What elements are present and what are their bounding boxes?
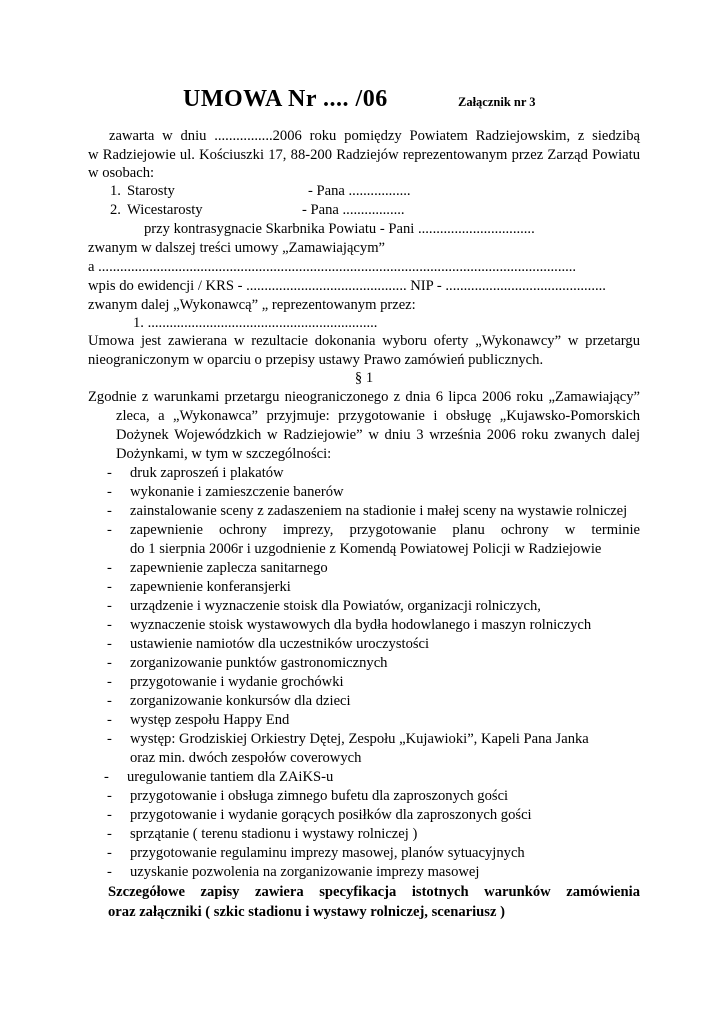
list-dash: -	[107, 503, 112, 519]
person-2-number: 2.	[110, 202, 121, 218]
section-line-1: Zgodnie z warunkami przetargu nieograniczonego z dnia 6 lipca 2006 roku „Zamawiający”	[88, 389, 640, 405]
list-dash: -	[107, 712, 112, 728]
person-2-name: - Pana .................	[302, 202, 405, 218]
list-item: zapewnienie zaplecza sanitarnego	[130, 560, 328, 576]
list-item: druk zaproszeń i plakatów	[130, 465, 284, 481]
list-item: wyznaczenie stoisk wystawowych dla bydła hodowlanego i maszyn rolniczych	[130, 617, 592, 633]
countersign-line: przy kontrasygnacie Skarbnika Powiatu - Pani ................................	[144, 221, 535, 237]
basis-line-1: Umowa jest zawierana w rezultacie dokonania wyboru oferty „Wykonawcy” w przetargu	[88, 333, 640, 349]
list-item: wykonanie i zamieszczenie banerów	[130, 484, 344, 500]
intro-line-1: zawarta w dniu ................2006 roku pomiędzy Powiatem Radziejowskim, z siedzibą	[109, 128, 640, 144]
document-title: UMOWA Nr .... /06	[183, 86, 388, 112]
section-line-3: Dożynek Wojewódzkich w Radziejowie” w dniu 3 września 2006 roku zwanych dalej	[116, 427, 640, 443]
list-item: występ zespołu Happy End	[130, 712, 290, 728]
list-item: przygotowanie regulaminu imprezy masowej, planów sytuacyjnych	[130, 845, 525, 861]
list-item: występ: Grodziskiej Orkiestry Dętej, Zespołu „Kujawioki”, Kapeli Pana Janka	[130, 731, 589, 747]
list-dash: -	[107, 674, 112, 690]
list-dash: -	[107, 579, 112, 595]
list-dash: -	[107, 598, 112, 614]
closing-line-1: Szczegółowe zapisy zawiera specyfikacja istotnych warunków zamówienia	[108, 884, 640, 900]
list-item: uregulowanie tantiem dla ZAiKS-u	[127, 769, 334, 785]
annex-label: Załącznik nr 3	[458, 95, 536, 109]
list-dash: -	[107, 636, 112, 652]
intro-line-3: w osobach:	[88, 165, 155, 181]
list-item: zorganizowanie konkursów dla dzieci	[130, 693, 351, 709]
section-line-2: zleca, a „Wykonawca” przyjmuje: przygotowanie i obsługę „Kujawsko-Pomorskich	[116, 408, 640, 424]
person-2-role: Wicestarosty	[127, 202, 203, 218]
registry-line: wpis do ewidencji / KRS - ............................................ NIP - ............................................	[88, 278, 606, 294]
list-dash: -	[104, 769, 109, 785]
list-dash: -	[107, 826, 112, 842]
list-dash: -	[107, 693, 112, 709]
section-line-4: Dożynkami, w tym w szczególności:	[116, 446, 332, 462]
list-item: zapewnienie konferansjerki	[130, 579, 291, 595]
contractor-rep: 1. ...............................................................	[133, 315, 378, 331]
list-item: przygotowanie i wydanie gorących posiłków dla zaproszonych gości	[130, 807, 532, 823]
section-heading: § 1	[354, 370, 374, 386]
list-item-continuation: oraz min. dwóch zespołów coverowych	[130, 750, 362, 766]
list-dash: -	[107, 484, 112, 500]
list-item: sprzątanie ( terenu stadionu i wystawy rolniczej )	[130, 826, 418, 842]
closing-line-2: oraz załączniki ( szkic stadionu i wystawy rolniczej, scenariusz )	[108, 904, 505, 920]
list-dash: -	[107, 655, 112, 671]
list-dash: -	[107, 788, 112, 804]
list-item: zapewnienie ochrony imprezy, przygotowanie planu ochrony w terminie	[130, 522, 640, 538]
list-dash: -	[107, 617, 112, 633]
list-dash: -	[107, 845, 112, 861]
list-dash: -	[107, 864, 112, 880]
list-dash: -	[107, 560, 112, 576]
list-item: ustawienie namiotów dla uczestników uroczystości	[130, 636, 430, 652]
list-item: zorganizowanie punktów gastronomicznych	[130, 655, 388, 671]
list-dash: -	[107, 807, 112, 823]
client-line: zwanym w dalszej treści umowy „Zamawiającym”	[88, 240, 386, 256]
person-1-name: - Pana .................	[308, 183, 411, 199]
list-item: przygotowanie i obsługa zimnego bufetu dla zaproszonych gości	[130, 788, 509, 804]
person-1-number: 1.	[110, 183, 121, 199]
list-item: przygotowanie i wydanie grochówki	[130, 674, 344, 690]
list-item: urządzenie i wyznaczenie stoisk dla Powiatów, organizacji rolniczych,	[130, 598, 541, 614]
intro-line-2: w Radziejowie ul. Kościuszki 17, 88-200 Radziejów reprezentowanym przez Zarząd Powiatu	[88, 147, 640, 163]
list-item: uzyskanie pozwolenia na zorganizowanie imprezy masowej	[130, 864, 480, 880]
list-dash: -	[107, 522, 112, 538]
basis-line-2: nieograniczonym w oparciu o przepisy ustawy Prawo zamówień publicznych.	[88, 352, 544, 368]
contractor-line: zwanym dalej „Wykonawcą” „ reprezentowanym przez:	[88, 297, 416, 313]
person-1-role: Starosty	[127, 183, 175, 199]
list-dash: -	[107, 731, 112, 747]
list-item: zainstalowanie sceny z zadaszeniem na stadionie i małej sceny na wystawie rolniczej	[130, 503, 628, 519]
a-line: a ...................................................................................................................................	[88, 259, 577, 275]
list-item-continuation: do 1 sierpnia 2006r i uzgodnienie z Komendą Powiatowej Policji w Radziejowie	[130, 541, 602, 557]
list-dash: -	[107, 465, 112, 481]
